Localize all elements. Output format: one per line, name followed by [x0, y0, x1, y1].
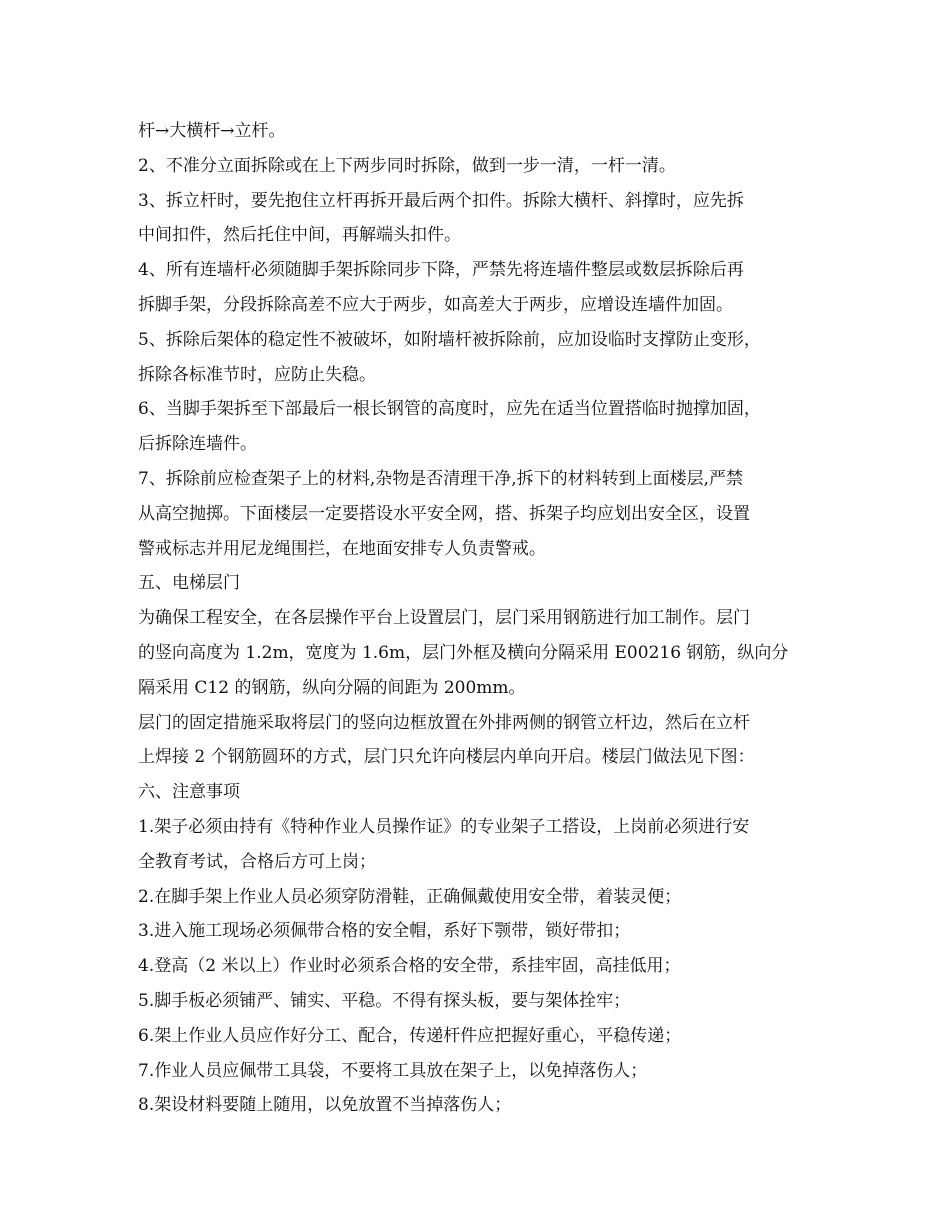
paragraph-line: 上焊接 2 个钢筋圆环的方式，层门只允许向楼层内单向开启。楼层门做法见下图：	[138, 747, 755, 768]
text-line: 中间扣件，然后托住中间，再解端头扣件。	[138, 225, 461, 246]
text-line: 从高空抛掷。下面楼层一定要搭设水平安全网，搭、拆架子均应划出安全区，设置	[138, 503, 750, 524]
list-item: 5、拆除后架体的稳定性不被破坏，如附墙杆被拆除前，应加设临时支撑防止变形，	[138, 329, 761, 350]
paragraph-line: 层门的固定措施采取将层门的竖向边框放置在外排两侧的钢管立杆边，然后在立杆	[138, 712, 750, 733]
list-item: 1.架子必须由持有《特种作业人员操作证》的专业架子工搭设，上岗前必须进行安	[138, 816, 750, 837]
section-heading: 五、电梯层门	[138, 573, 240, 594]
list-item: 3.进入施工现场必须佩带合格的安全帽，系好下颚带，锁好带扣；	[138, 921, 631, 942]
list-item: 3、拆立杆时，要先抱住立杆再拆开最后两个扣件。拆除大横杆、斜撑时，应先拆	[138, 190, 744, 211]
text-line: 拆除各标准节时，应防止失稳。	[138, 364, 376, 385]
text-line: 拆脚手架，分段拆除高差不应大于两步，如高差大于两步，应增设连墙件加固。	[138, 294, 733, 315]
section-heading: 六、注意事项	[138, 782, 240, 803]
list-item: 2、不准分立面拆除或在上下两步同时拆除，做到一步一清，一杆一清。	[138, 155, 676, 176]
paragraph-line: 隔采用 C12 的钢筋，纵向分隔的间距为 200mm。	[138, 677, 526, 698]
list-item: 7.作业人员应佩带工具袋，不要将工具放在架子上，以免掉落伤人；	[138, 1060, 648, 1081]
text-line: 杆→大横杆→立杆。	[138, 121, 286, 141]
paragraph-line: 的竖向高度为 1.2m，宽度为 1.6m，层门外框及横向分隔采用 E00216 钢筋，纵向分	[138, 642, 789, 663]
list-item: 4.登高（2 米以上）作业时必须系合格的安全带，系挂牢固，高挂低用；	[138, 956, 681, 977]
document-body	[138, 114, 838, 1123]
list-item: 4、所有连墙杆必须随脚手架拆除同步下降，严禁先将连墙件整层或数层拆除后再	[138, 260, 744, 281]
list-item: 2.在脚手架上作业人员必须穿防滑鞋，正确佩戴使用安全带，着装灵便；	[138, 886, 682, 907]
text-line: 全教育考试，合格后方可上岗；	[138, 851, 376, 872]
text-line: 后拆除连墙件。	[138, 434, 257, 455]
list-item: 7、拆除前应检查架子上的材料,杂物是否清理干净,拆下的材料转到上面楼层,严禁	[138, 468, 744, 489]
list-item: 6、当脚手架拆至下部最后一根长钢管的高度时，应先在适当位置搭临时抛撑加固，	[138, 399, 761, 420]
text-line: 警戒标志并用尼龙绳围拦，在地面安排专人负责警戒。	[138, 538, 546, 559]
list-item: 6.架上作业人员应作好分工、配合，传递杆件应把握好重心，平稳传递；	[138, 1025, 682, 1046]
list-item: 8.架设材料要随上随用，以免放置不当掉落伤人；	[138, 1095, 512, 1116]
list-item: 5.脚手板必须铺严、铺实、平稳。不得有探头板，要与架体拴牢；	[138, 990, 631, 1011]
paragraph-line: 为确保工程安全，在各层操作平台上设置层门，层门采用钢筋进行加工制作。层门	[138, 608, 750, 629]
